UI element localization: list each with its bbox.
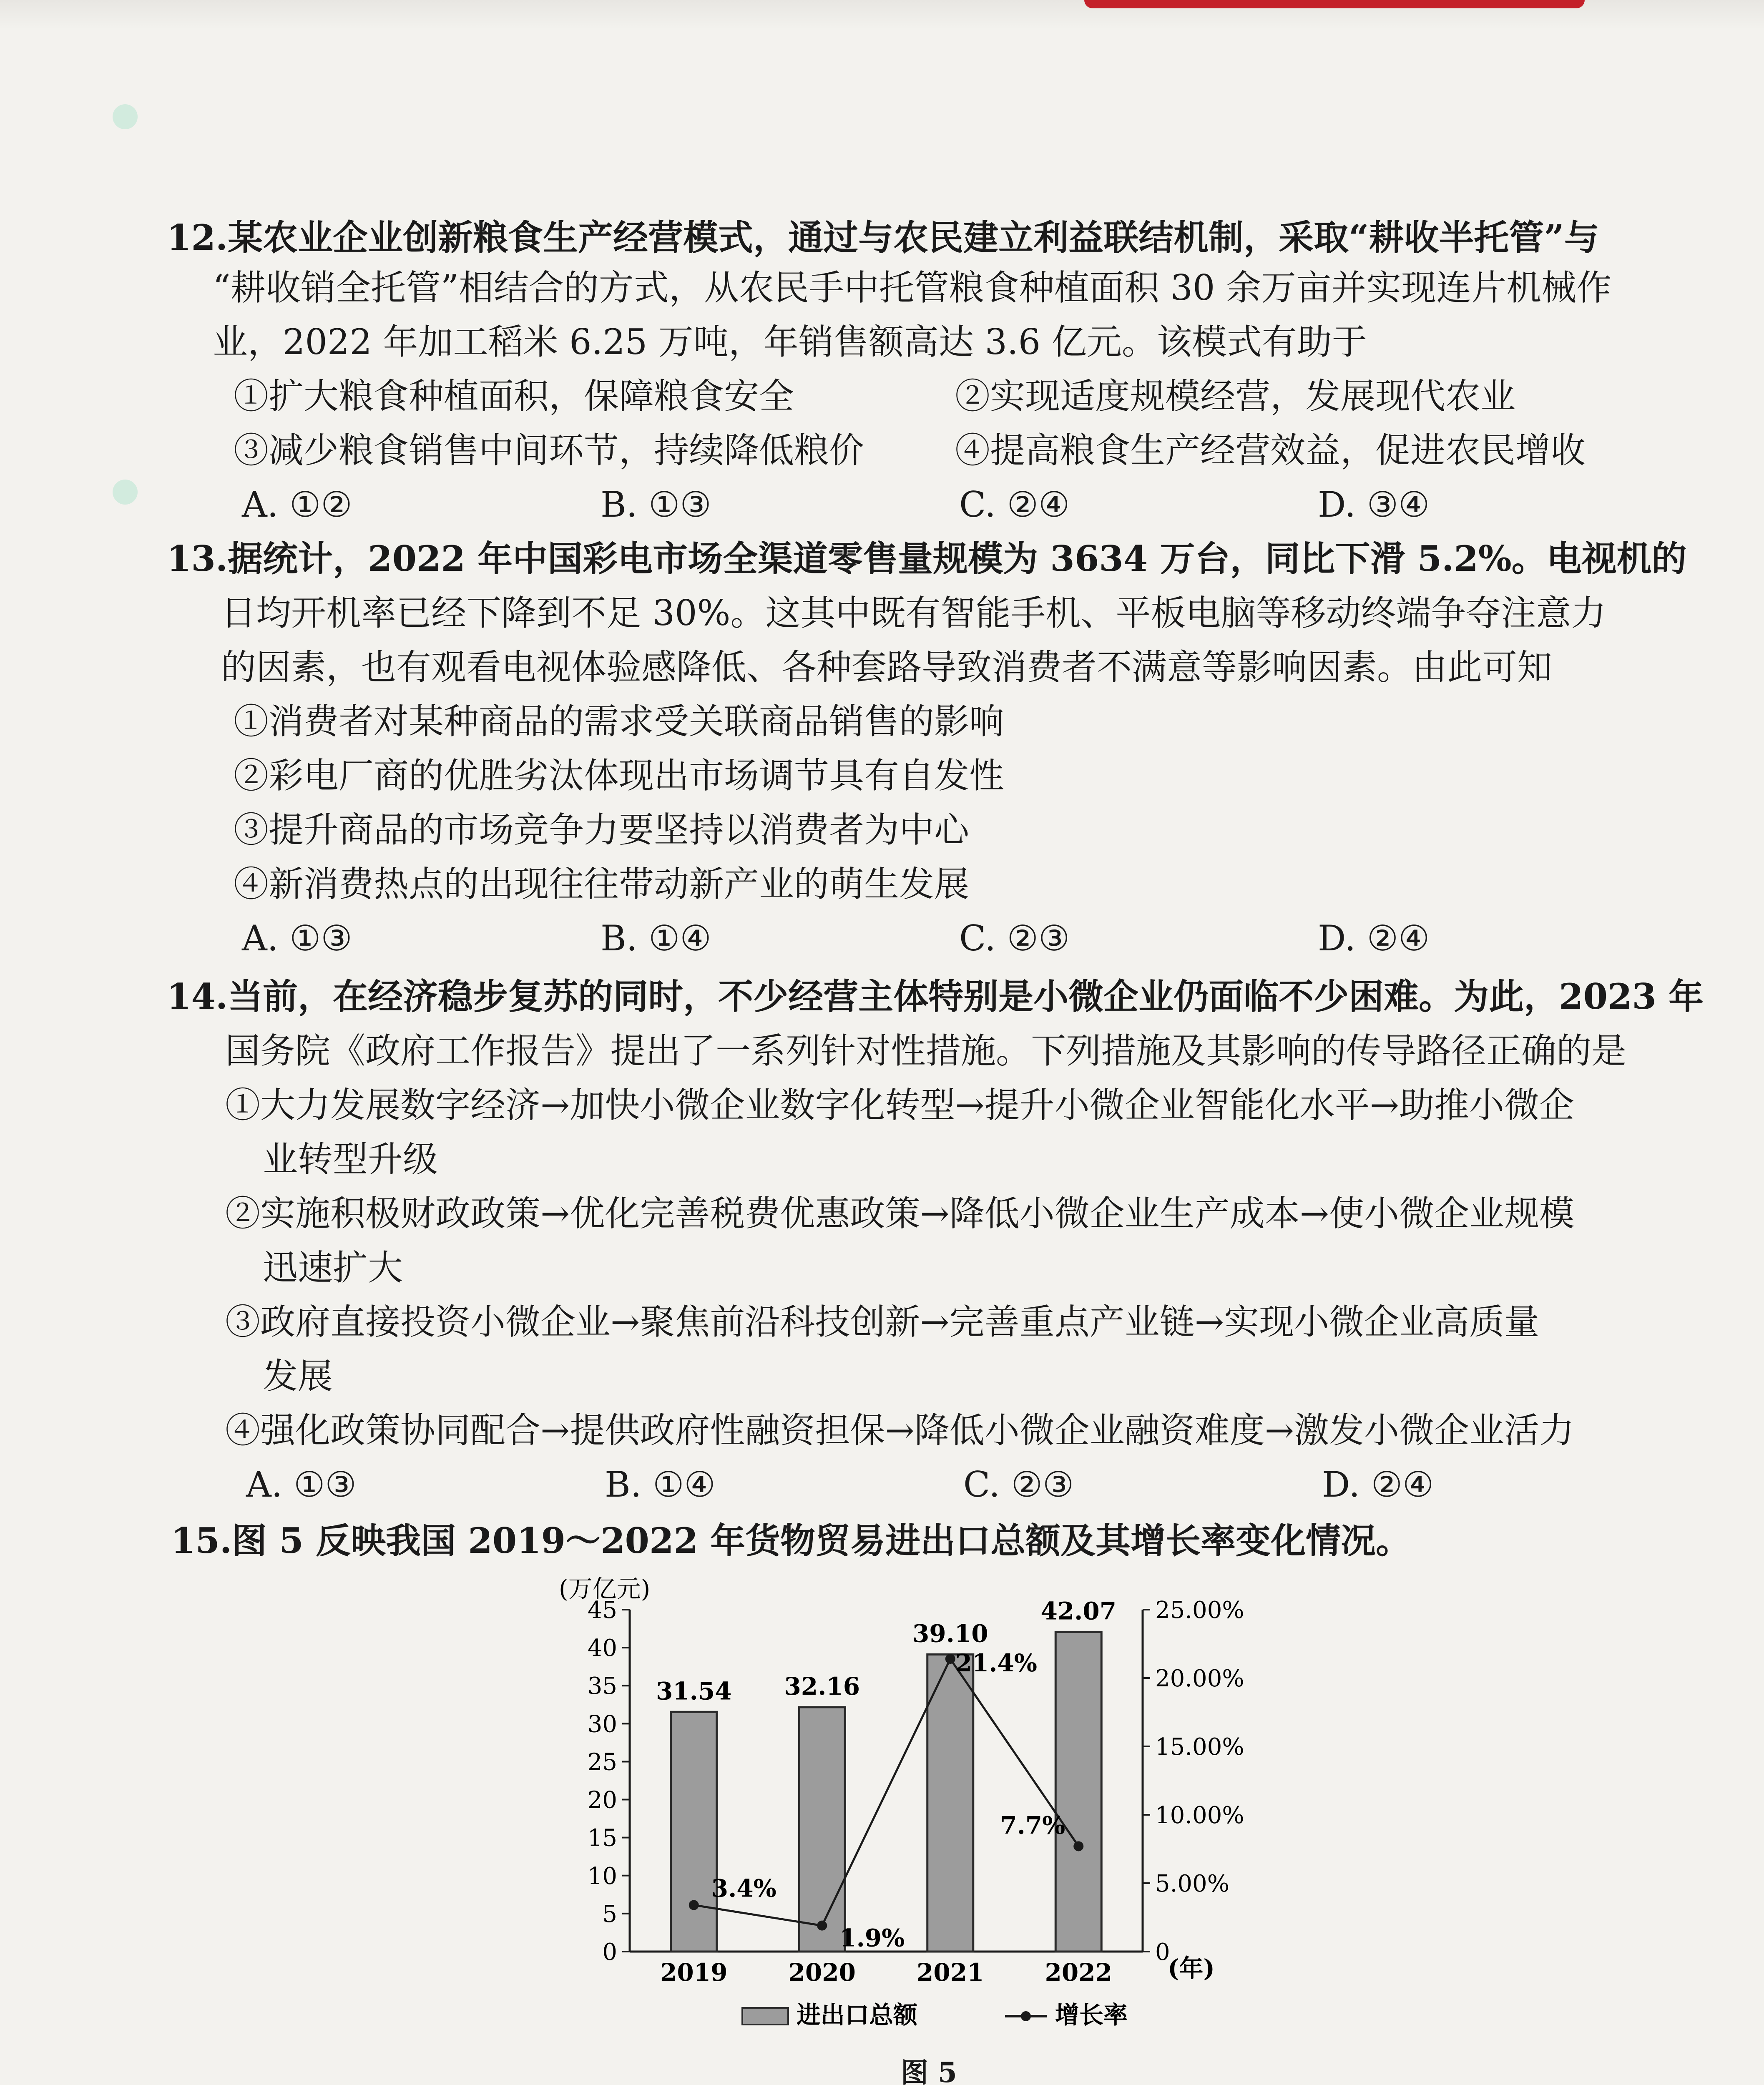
growth-point-2019 bbox=[689, 1900, 699, 1910]
growth-value-label: 1.9% bbox=[839, 1924, 905, 1952]
legend-line-label: 增长率 bbox=[1055, 2001, 1128, 2029]
growth-value-label: 21.4% bbox=[955, 1649, 1037, 1678]
q14-option: ④强化政策协同配合→提供政府性融资担保→降低小微企业融资难度→激发小微企业活力 bbox=[225, 1410, 1575, 1451]
y-tick-label: 45 bbox=[587, 1597, 617, 1624]
q14-choice-c: C. ②③ bbox=[963, 1464, 1074, 1505]
q12-option: ④提高粮食生产经营效益，促进农民增收 bbox=[955, 430, 1586, 471]
y-axis-label: (万亿元) bbox=[559, 1575, 651, 1603]
y-tick-label: 5 bbox=[602, 1900, 617, 1928]
q12-option: ③减少粮食销售中间环节，持续降低粮价 bbox=[234, 430, 864, 471]
x-tick-label: 2021 bbox=[917, 1958, 984, 1987]
q12-option: ②实现适度规模经营，发展现代农业 bbox=[955, 376, 1516, 417]
bar-value-label: 32.16 bbox=[784, 1672, 860, 1701]
y2-tick-label: 25.00% bbox=[1155, 1597, 1244, 1624]
q14-option: ②实施积极财政政策→优化完善税费优惠政策→降低小微企业生产成本→使小微企业规模 bbox=[225, 1193, 1575, 1234]
y-tick-label: 0 bbox=[602, 1939, 617, 1966]
x-tick-label: 2020 bbox=[788, 1958, 856, 1987]
q13-option: ③提升商品的市场竞争力要坚持以消费者为中心 bbox=[234, 809, 970, 850]
q13-option: ④新消费热点的出现往往带动新产业的萌生发展 bbox=[234, 864, 970, 904]
growth-point-2022 bbox=[1073, 1841, 1083, 1851]
y-tick-label: 40 bbox=[587, 1635, 617, 1662]
y-tick-label: 15 bbox=[587, 1824, 617, 1852]
q14-option: ③政府直接投资小微企业→聚焦前沿科技创新→完善重点产业链→实现小微企业高质量 bbox=[225, 1301, 1540, 1342]
y-tick-label: 30 bbox=[587, 1711, 617, 1738]
x-tick-label: 2019 bbox=[660, 1958, 728, 1987]
q14-option-cont: 发展 bbox=[263, 1356, 333, 1397]
q14-choice-a: A. ①③ bbox=[246, 1464, 357, 1505]
growth-point-2021 bbox=[945, 1654, 955, 1664]
trade-chart-svg bbox=[542, 1568, 1334, 2052]
q13-option: ①消费者对某种商品的需求受关联商品销售的影响 bbox=[234, 701, 1005, 742]
bar-2021 bbox=[927, 1655, 973, 1952]
q13-stem-line: 日均开机率已经下降到不足 30%。这其中既有智能手机、平板电脑等移动终端争夺注意力 bbox=[221, 593, 1606, 633]
y-tick-label: 10 bbox=[587, 1862, 617, 1890]
q12-choice-a: A. ①② bbox=[242, 484, 352, 525]
q14-option-cont: 业转型升级 bbox=[263, 1139, 438, 1180]
y-tick-label: 35 bbox=[587, 1673, 617, 1700]
trade-chart bbox=[542, 1568, 1334, 2052]
legend-bar-swatch bbox=[742, 2008, 788, 2025]
q12-stem-line: “耕收销全托管”相结合的方式，从农民手中托管粮食种植面积 30 余万亩并实现连片机械作 bbox=[213, 267, 1612, 308]
y2-tick-label: 20.00% bbox=[1155, 1665, 1244, 1692]
growth-value-label: 7.7% bbox=[1000, 1811, 1065, 1840]
q14-option-cont: 迅速扩大 bbox=[263, 1247, 403, 1288]
y-tick-label: 25 bbox=[587, 1748, 617, 1776]
q15-stem-line: 15.图 5 反映我国 2019～2022 年货物贸易进出口总额及其增长率变化情况。 bbox=[171, 1520, 1411, 1561]
q13-choice-a: A. ①③ bbox=[242, 918, 352, 959]
q13-choice-d: D. ②④ bbox=[1318, 918, 1430, 959]
q14-stem-line: 14.当前，在经济稳步复苏的同时，不少经营主体特别是小微企业仍面临不少困难。为此，2023 年 bbox=[167, 976, 1704, 1017]
q12-stem-line: 12.某农业企业创新粮食生产经营模式，通过与农民建立利益联结机制，采取“耕收半托管”与 bbox=[167, 217, 1599, 258]
bar-value-label: 39.10 bbox=[912, 1619, 988, 1648]
q13-stem-line: 13.据统计，2022 年中国彩电市场全渠道零售量规模为 3634 万台，同比下滑 5.2%。电视机的 bbox=[167, 538, 1687, 579]
bar-2019 bbox=[671, 1712, 717, 1952]
q13-choice-c: C. ②③ bbox=[959, 918, 1070, 959]
q12-choice-c: C. ②④ bbox=[959, 484, 1070, 525]
x-tick-label: 2022 bbox=[1045, 1958, 1112, 1987]
q13-stem-line: 的因素，也有观看电视体验感降低、各种套路导致消费者不满意等影响因素。由此可知 bbox=[221, 647, 1553, 688]
q14-stem-line: 国务院《政府工作报告》提出了一系列针对性措施。下列措施及其影响的传导路径正确的是 bbox=[225, 1030, 1627, 1071]
y2-tick-label: 0 bbox=[1155, 1939, 1170, 1966]
q12-choice-d: D. ③④ bbox=[1318, 484, 1430, 525]
legend-bar-label: 进出口总额 bbox=[797, 2001, 918, 2029]
y2-tick-label: 5.00% bbox=[1155, 1870, 1229, 1897]
q12-stem-line: 业，2022 年加工稻米 6.25 万吨，年销售额高达 3.6 亿元。该模式有助于 bbox=[213, 322, 1367, 362]
bar-2020 bbox=[799, 1707, 845, 1952]
legend-line-marker bbox=[1021, 2011, 1031, 2021]
growth-point-2020 bbox=[817, 1921, 827, 1931]
y-tick-label: 20 bbox=[587, 1786, 617, 1814]
q14-choice-b: B. ①④ bbox=[605, 1464, 716, 1505]
growth-value-label: 3.4% bbox=[711, 1874, 776, 1903]
bar-value-label: 31.54 bbox=[656, 1677, 732, 1706]
q14-choice-d: D. ②④ bbox=[1322, 1464, 1434, 1505]
chart-legend bbox=[742, 2001, 1128, 2029]
q12-option: ①扩大粮食种植面积，保障粮食安全 bbox=[234, 376, 794, 417]
q12-choice-b: B. ①③ bbox=[601, 484, 711, 525]
figure-caption: 图 5 bbox=[901, 2056, 957, 2085]
y2-tick-label: 15.00% bbox=[1155, 1733, 1244, 1761]
bar-value-label: 42.07 bbox=[1040, 1597, 1117, 1625]
x-axis-label: (年) bbox=[1168, 1954, 1215, 1982]
q14-option: ①大力发展数字经济→加快小微企业数字化转型→提升小微企业智能化水平→助推小微企 bbox=[225, 1085, 1575, 1125]
bar-2022 bbox=[1055, 1632, 1101, 1952]
q13-choice-b: B. ①④ bbox=[601, 918, 711, 959]
q13-option: ②彩电厂商的优胜劣汰体现出市场调节具有自发性 bbox=[234, 755, 1005, 796]
y2-tick-label: 10.00% bbox=[1155, 1802, 1244, 1829]
